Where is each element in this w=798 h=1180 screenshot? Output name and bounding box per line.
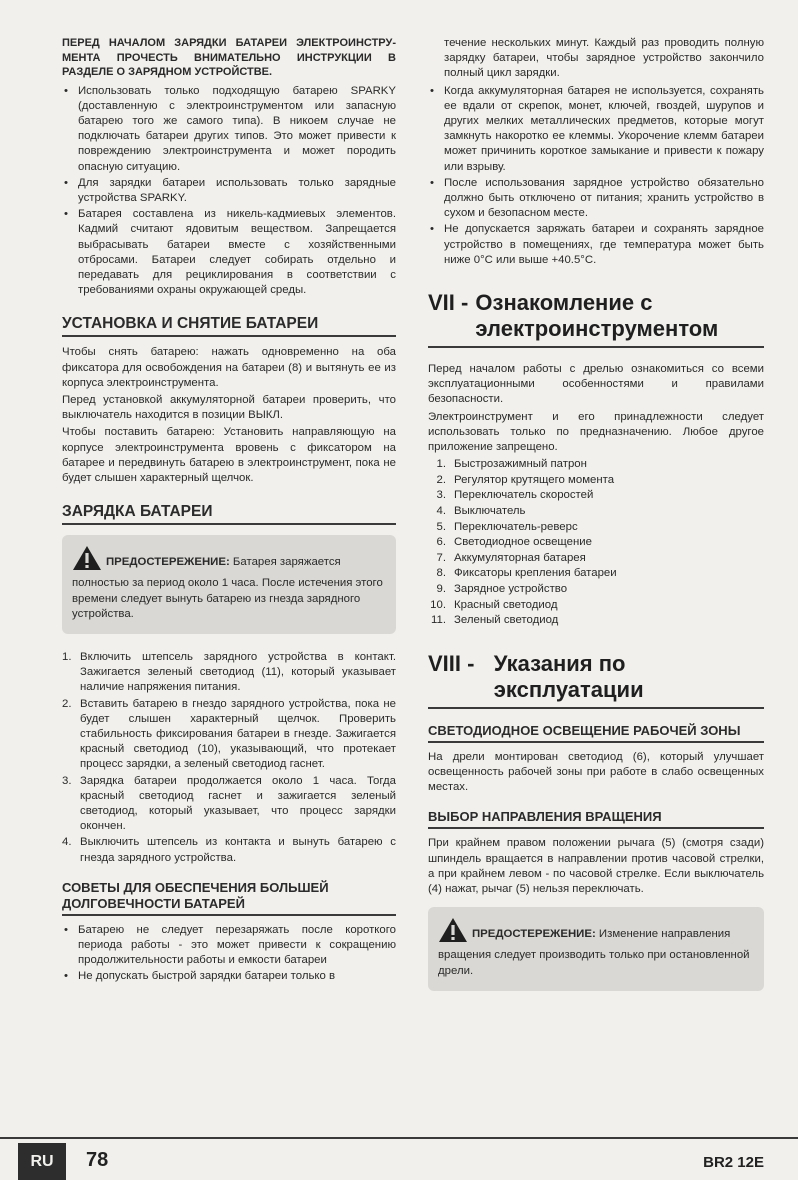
list-item: 3. Переключатель скоростей [436, 489, 594, 502]
paragraph: Электроинструмент и его принадлежности следует использовать только по предназначению. Любое другое приложение запрещено. [428, 410, 764, 454]
paragraph: Чтобы поставить батарею: Установить направляющую на корпусе электроинструмента вровень с фиксатором на батарее и передвинуть батарею в электроинструмент, пока не будет слышен характерный щелчок. [62, 426, 396, 484]
list-item: 9. Зарядное устройство [436, 583, 568, 596]
rotation-warning-box [428, 907, 764, 991]
list-item: 7. Аккумуляторная батарея [436, 551, 586, 564]
left-column [62, 36, 396, 986]
warning-text: Батарея заряжается полностью за период около 1 часа. После истечения этого времени следует вынуть батарею из гнезда зарядного устройства. [72, 556, 383, 620]
chapter-8-heading [428, 651, 764, 709]
list-item: • Не допускать быстрой зарядки батареи только в [62, 969, 396, 984]
list-item: 4. Выключатель [436, 505, 526, 518]
model-name: BR2 12E [703, 1154, 764, 1171]
chapter-title: Ознакомление с электроинструментом [475, 290, 719, 342]
warning-label: ПРЕДОСТЕРЕЖЕНИЕ: [106, 556, 230, 569]
list-item: 8. Фиксаторы крепления батареи [436, 567, 617, 580]
list-item: 2. Регулятор крутящего момента [436, 473, 615, 486]
warning-icon [438, 917, 468, 948]
list-item: • Батарея составлена из никель-кадмиевых элементов. Кадмий считают ядовитым веществом. Запрещается выбрасывать батареи вместе с хозяйственными отбросами. Батареи следует собирать отдельно и передавать для рециклирования в соответствии с требованиями охраны окружающей среды. [62, 207, 396, 298]
continued-text: течение нескольких минут. Каждый раз проводить полную зарядку батареи, чтобы зарядное устройство закончило полный цикл зарядки. [444, 37, 764, 80]
list-item: 1. Быстрозажимный патрон [436, 458, 587, 471]
charging-heading: ЗАРЯДКА БАТАРЕИ [62, 502, 396, 525]
warning-text: Изменение направления вращения следует производить только при остановленной дрели. [438, 928, 750, 977]
list-item: • Для зарядки батареи использовать только зарядные устройства SPARKY. [62, 176, 396, 206]
install-heading: УСТАНОВКА И СНЯТИЕ БАТАРЕИ [62, 314, 396, 337]
rotation-heading: ВЫБОР НАПРАВЛЕНИЯ ВРАЩЕНИЯ [428, 809, 764, 829]
chapter-title: Указания по эксплуатации [493, 650, 644, 702]
list-item: • Использовать только подходящую батарею SPARKY (доставленную с электроинструментом или запасную батарею того же самого типа). В никоем случае не подключать батареи других типов. Это может привести к повреждению электроинструмента и может породить опасную ситуацию. [62, 84, 396, 175]
list-item: 6. Светодиодное освещение [436, 536, 592, 549]
warning-icon [72, 545, 102, 576]
paragraph: Перед установкой аккумуляторной батареи проверить, что выключатель находится в позиции ВЫКЛ. [62, 393, 396, 422]
list-item: • Когда аккумуляторная батарея не используется, сохранять ее вдали от скрепок, монет, ключей, гвоздей, шурупов и других мелких металлических предметов, которые могут замкнуть накоротко ее клеммы. Укорочение клемм батареи может причинить короткое замыкание и привести к пожару или взрыву. [428, 84, 764, 175]
list-item: 4. Выключить штепсель из контакта и вынуть батарею с гнезда зарядного устройства. [62, 836, 396, 864]
charging-warning-box [62, 535, 396, 634]
list-item: 3. Зарядка батареи продолжается около 1 часа. Тогда красный светодиод гаснет и зажигается зеленый светодиод, который указывает, что процесс зарядки окончен. [62, 774, 396, 833]
list-item: 10. Красный светодиод [430, 598, 558, 611]
list-item: 5. Переключатель-реверс [436, 520, 578, 533]
parts-list [428, 457, 764, 629]
chapter-7-heading [428, 290, 764, 348]
list-item: • После использования зарядное устройство обязательно должно быть отключено от питания; хранить устройство в сухом и безопасном месте. [428, 176, 764, 222]
tips-bullet-list [62, 923, 396, 985]
tips-heading: СОВЕТЫ ДЛЯ ОБЕСПЕЧЕНИЯ БОЛЬШЕЙ ДОЛГОВЕЧНОСТИ БАТАРЕЙ [62, 880, 396, 916]
list-item: • Не допускается заряжать батареи и сохранять зарядное устройство в помещениях, где температура может быть ниже 0°С или выше +40.5°С. [428, 222, 764, 268]
list-item: • Батарею не следует перезаряжать после короткого периода работы - это может привести к сокращению продолжительности работы и емкости батареи [62, 923, 396, 969]
right-column [428, 36, 764, 1007]
paragraph: При крайнем правом положении рычага (5) (смотря сзади) шпиндель вращается в направлении против часовой стрелки, а при крайнем левом - по часовой стрелке. Если выключатель (4) нажат, рычаг (5) нельзя переключать. [428, 837, 764, 896]
paragraph: Чтобы снять батарею: нажать одновременно на оба фиксатора для освобождения на батареи (8) и вытянуть ее из корпуса электроинструмента. [62, 346, 396, 389]
chapter-number: VII - [428, 290, 469, 316]
chapter-number: VIII - [428, 650, 475, 676]
intro-heading: ПЕРЕД НАЧАЛОМ ЗАРЯДКИ БАТАРЕИ ЭЛЕКТРОИНСТРУ-МЕНТА ПРОЧЕСТЬ ВНИМАТЕЛЬНО ИНСТРУКЦИИ В РАЗДЕЛЕ О ЗАРЯДНОМ УСТРОЙСТВЕ. [62, 37, 396, 78]
tips-bullet-list-continued [428, 84, 764, 268]
led-heading: СВЕТОДИОДНОЕ ОСВЕЩЕНИЕ РАБОЧЕЙ ЗОНЫ [428, 723, 764, 743]
warning-label: ПРЕДОСТЕРЕЖЕНИЕ: [472, 928, 596, 941]
list-item: 2. Вставить батарею в гнездо зарядного устройства, пока не будет слышен характерный щелчок. Проверить стабильность фиксирования батареи в гнезде. Зажигается красный светодиод (10), указывающий, что протекает процесс зарядки, а зеленый светодиод гаснет. [62, 697, 396, 771]
list-item: 11. Зеленый светодиод [431, 614, 559, 627]
page-number: 78 [86, 1149, 109, 1171]
charging-steps [62, 650, 396, 866]
language-tab: RU [18, 1143, 66, 1180]
footer-divider [0, 1137, 798, 1139]
paragraph: Перед началом работы с дрелью ознакомиться со всеми эксплуатационными особенностями и правилами безопасности. [428, 363, 764, 406]
list-item: 1. Включить штепсель зарядного устройства в контакт. Зажигается зеленый светодиод (11), который указывает наличие напряжения питания. [62, 650, 396, 694]
intro-bullet-list [62, 84, 396, 299]
paragraph: На дрели монтирован светодиод (6), который улучшает освещенность рабочей зоны при работе в слабо освещенных местах. [428, 750, 764, 794]
